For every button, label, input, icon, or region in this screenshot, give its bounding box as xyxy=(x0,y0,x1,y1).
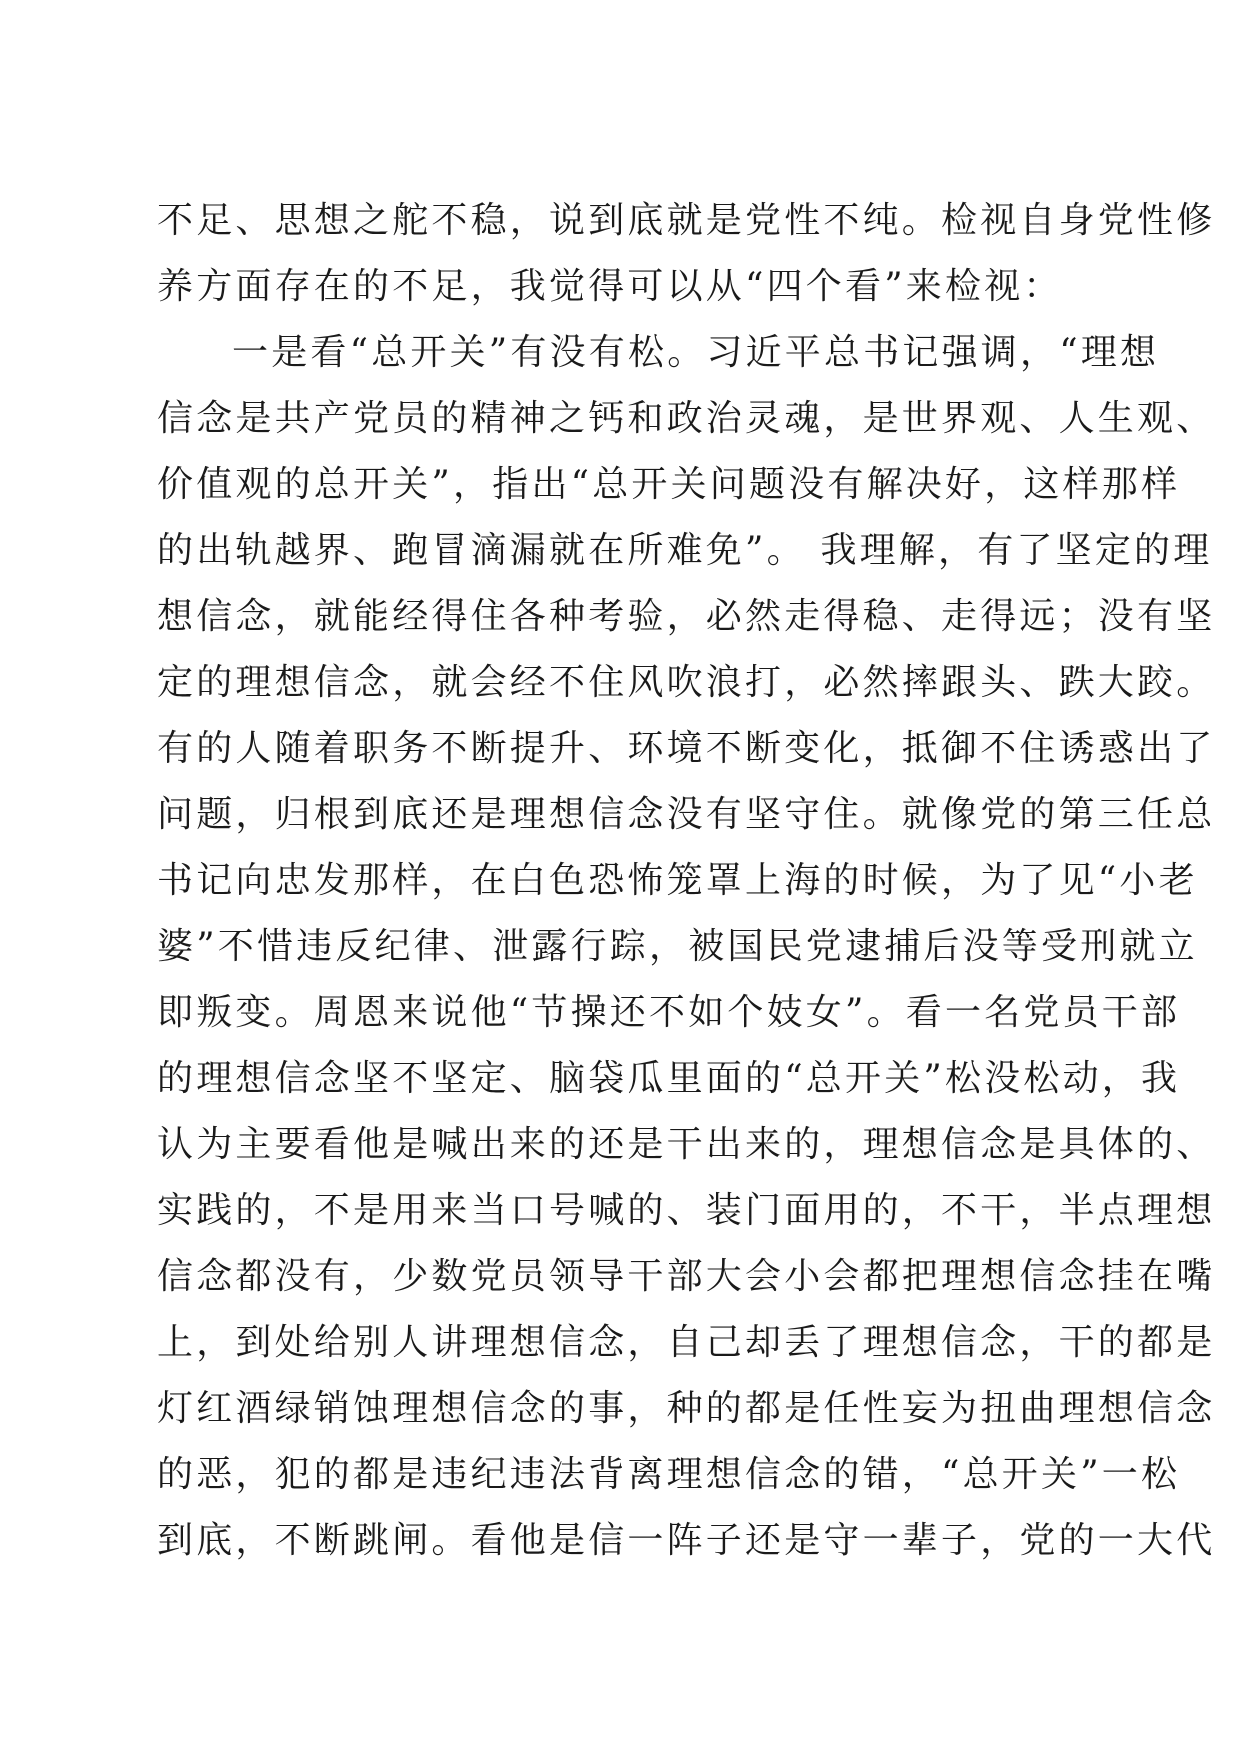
text-line: 想信念，就能经得住各种考验，必然走得稳、走得远；没有坚 xyxy=(157,596,1216,637)
text-line: 上，到处给别人讲理想信念，自己却丢了理想信念，干的都是 xyxy=(157,1322,1216,1363)
text-line: 的恶，犯的都是违纪违法背离理想信念的错，“总开关”一松 xyxy=(157,1454,1181,1495)
text-line: 不足、思想之舵不稳，说到底就是党性不纯。检视自身党性修 xyxy=(157,200,1216,241)
text-line: 实践的，不是用来当口号喊的、装门面用的，不干，半点理想 xyxy=(157,1190,1216,1231)
text-line: 信念是共产党员的精神之钙和政治灵魂，是世界观、人生观、 xyxy=(157,398,1216,439)
text-line: 认为主要看他是喊出来的还是干出来的，理想信念是具体的、 xyxy=(157,1124,1216,1165)
text-line: 灯红酒绿销蚀理想信念的事，种的都是任性妄为扭曲理想信念 xyxy=(157,1388,1216,1429)
text-line: 到底，不断跳闸。看他是信一阵子还是守一辈子，党的一大代 xyxy=(157,1520,1216,1561)
body-text xyxy=(157,188,1216,1574)
text-line: 价值观的总开关”，指出“总开关问题没有解决好，这样那样 xyxy=(157,464,1181,505)
text-line: 有的人随着职务不断提升、环境不断变化，抵御不住诱惑出了 xyxy=(157,728,1216,769)
text-line: 问题，归根到底还是理想信念没有坚守住。就像党的第三任总 xyxy=(157,794,1216,835)
text-line: 的理想信念坚不坚定、脑袋瓜里面的“总开关”松没松动，我 xyxy=(157,1058,1181,1099)
text-line: 养方面存在的不足，我觉得可以从“四个看”来检视： xyxy=(157,266,1063,307)
text-line: 书记向忠发那样，在白色恐怖笼罩上海的时候，为了见“小老 xyxy=(157,860,1198,901)
text-line: 信念都没有，少数党员领导干部大会小会都把理想信念挂在嘴 xyxy=(157,1256,1216,1297)
paragraph-first-line: 一是看“总开关”有没有松。习近平总书记强调，“理想 xyxy=(232,332,1160,373)
text-line: 的出轨越界、跑冒滴漏就在所难免”。 我理解，有了坚定的理 xyxy=(157,530,1213,571)
text-line: 即叛变。周恩来说他“节操还不如个妓女”。看一名党员干部 xyxy=(157,992,1181,1033)
text-line: 婆”不惜违反纪律、泄露行踪，被国民党逮捕后没等受刑就立 xyxy=(157,926,1198,967)
text-line: 定的理想信念，就会经不住风吹浪打，必然摔跟头、跌大跤。 xyxy=(157,662,1216,703)
